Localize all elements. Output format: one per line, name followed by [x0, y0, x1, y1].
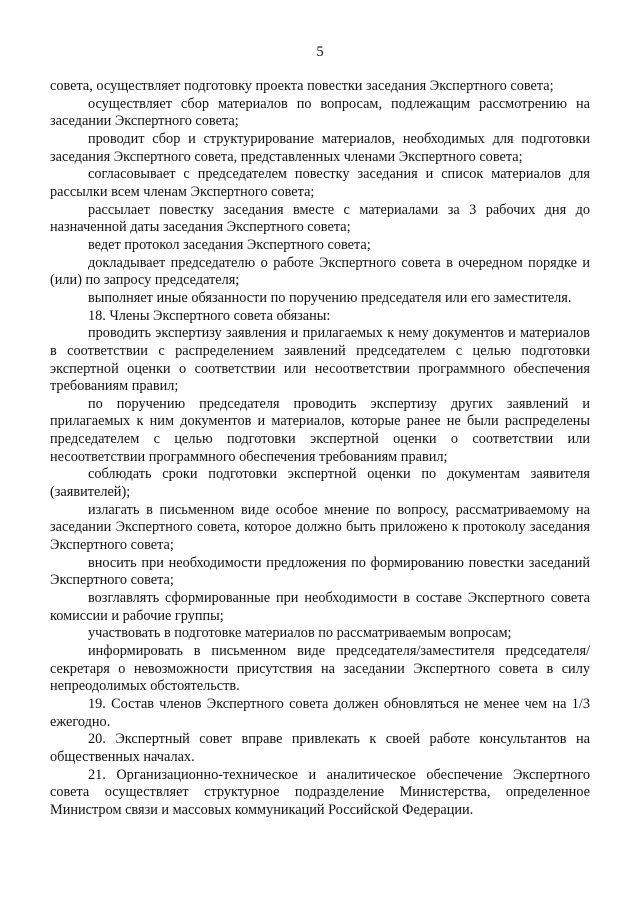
paragraph: рассылает повестку заседания вместе с материалами за 3 рабочих дня до назначенной даты заседания Экспертного совета;: [50, 201, 590, 236]
paragraph: осуществляет сбор материалов по вопросам, подлежащим рассмотрению на заседании Экспертного совета;: [50, 95, 590, 130]
paragraph-continuation: совета, осуществляет подготовку проекта повестки заседания Экспертного совета;: [50, 78, 554, 94]
section-19: 19. Состав членов Экспертного совета должен обновляться не менее чем на 1/3 ежегодно.: [50, 695, 590, 730]
paragraph: информировать в письменном виде председателя/заместителя председателя/ секретаря о невозможности присутствия на заседании Экспертного совета в силу непреодолимых обстоятельств.: [50, 643, 590, 695]
paragraph: ведет протокол заседания Экспертного совета;: [88, 236, 371, 253]
paragraph: проводить экспертизу заявления и прилагаемых к нему документов и материалов в соответствии с распределением заявлений председателем с целью подготовки экспертной оценки о соответствии или несоответствии программного обеспечения требованиям правил;: [50, 325, 590, 395]
paragraph: излагать в письменном виде особое мнение по вопросу, рассматриваемому на заседании Экспертного совета, которое должно быть приложено к протоколу заседания Экспертного совета;: [50, 501, 590, 554]
paragraph: соблюдать сроки подготовки экспертной оценки по документам заявителя (заявителей);: [50, 466, 590, 501]
paragraph: возглавлять сформированные при необходимости в составе Экспертного совета комиссии и рабочие группы;: [50, 590, 590, 624]
paragraph: участвовать в подготовке материалов по рассматриваемым вопросам;: [88, 625, 512, 642]
document-body: [50, 78, 590, 820]
paragraph: по поручению председателя проводить экспертизу других заявлений и прилагаемых к ним документов и материалов, которые ранее не были распределены председателем с целью подготовки экспертной оценки о соответствии или несоответствии программного обеспечения требованиям правил;: [50, 395, 590, 465]
section-21: 21. Организационно-техническое и аналитическое обеспечение Экспертного совета осуществляет структурное подразделение Министерства, определенное Министром связи и массовых коммуникаций Российской Федерации.: [50, 766, 590, 818]
section-20: 20. Экспертный совет вправе привлекать к своей работе консультантов на общественных началах.: [50, 731, 590, 765]
paragraph: докладывает председателю о работе Экспертного совета в очередном порядке и (или) по запросу председателя;: [50, 254, 590, 289]
paragraph: вносить при необходимости предложения по формированию повестки заседаний Экспертного совета;: [50, 554, 590, 589]
section-heading-18: 18. Члены Экспертного совета обязаны:: [88, 307, 331, 324]
paragraph: выполняет иные обязанности по поручению председателя или его заместителя.: [88, 289, 572, 306]
paragraph: согласовывает с председателем повестку заседания и список материалов для рассылки всем членам Экспертного совета;: [50, 166, 590, 200]
page-number: 5: [316, 44, 324, 60]
paragraph: проводит сбор и структурирование материалов, необходимых для подготовки заседания Экспертного совета, представленных членами Экспертного совета;: [50, 130, 590, 165]
